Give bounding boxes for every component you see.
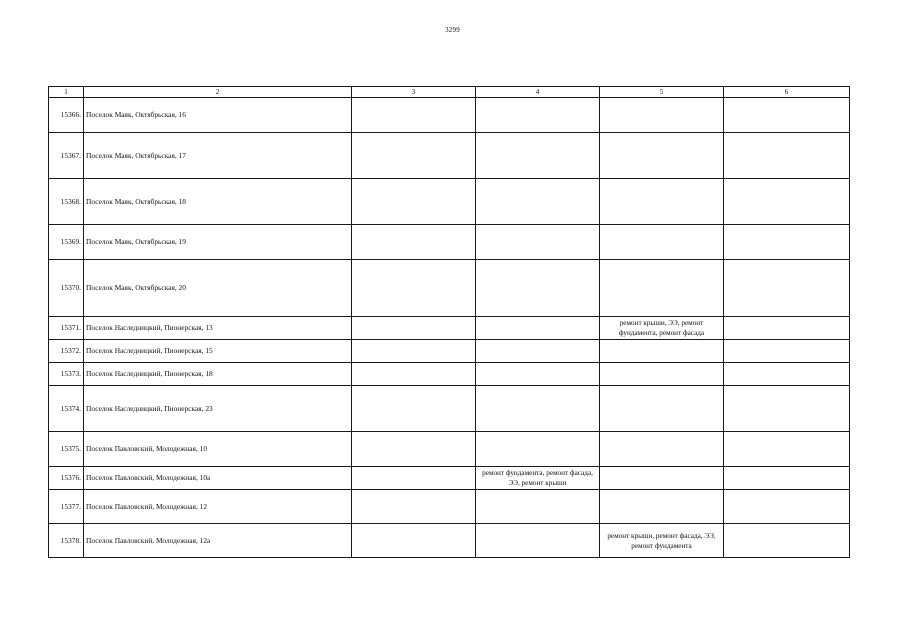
column-header-3: 3: [352, 87, 476, 98]
cell-col3: [352, 524, 476, 558]
row-number: 15378.: [49, 524, 84, 558]
row-address: Поселок Маяк, Октябрьская, 19: [84, 225, 352, 260]
table-row: [49, 432, 850, 467]
cell-col5: [600, 432, 724, 467]
cell-col4: [476, 179, 600, 225]
row-address: Поселок Наследницкий, Пионерская, 23: [84, 386, 352, 432]
table-row: [49, 260, 850, 317]
table-row: [49, 225, 850, 260]
column-header-1: 1: [49, 87, 84, 98]
cell-col4: [476, 260, 600, 317]
cell-col3: [352, 225, 476, 260]
cell-col6: [724, 363, 850, 386]
table-row: [49, 363, 850, 386]
row-address: Поселок Наследницкий, Пионерская, 18: [84, 363, 352, 386]
row-address: Поселок Маяк, Октябрьская, 16: [84, 98, 352, 133]
row-number: 15369.: [49, 225, 84, 260]
cell-col6: [724, 386, 850, 432]
cell-col4: [476, 340, 600, 363]
row-address: Поселок Маяк, Октябрьская, 17: [84, 133, 352, 179]
cell-col4: [476, 524, 600, 558]
row-number: 15376.: [49, 467, 84, 490]
cell-col4: [476, 432, 600, 467]
table-row: [49, 467, 850, 490]
table-row: [49, 98, 850, 133]
cell-col4: [476, 490, 600, 524]
cell-col6: [724, 179, 850, 225]
cell-col5: [600, 490, 724, 524]
row-number: 15370.: [49, 260, 84, 317]
cell-col3: [352, 467, 476, 490]
row-address: Поселок Наследницкий, Пионерская, 13: [84, 317, 352, 340]
cell-col6: [724, 524, 850, 558]
table-row: [49, 386, 850, 432]
cell-col4: [476, 98, 600, 133]
cell-col5: [600, 179, 724, 225]
cell-col5: [600, 260, 724, 317]
row-address: Поселок Маяк, Октябрьская, 18: [84, 179, 352, 225]
row-number: 15373.: [49, 363, 84, 386]
cell-col4: [476, 363, 600, 386]
row-address: Поселок Павловский, Молодежная, 10а: [84, 467, 352, 490]
cell-col6: [724, 490, 850, 524]
row-address: Поселок Маяк, Октябрьская, 20: [84, 260, 352, 317]
cell-col5: [600, 340, 724, 363]
cell-col5: [600, 133, 724, 179]
column-header-4: 4: [476, 87, 600, 98]
row-number: 15367.: [49, 133, 84, 179]
cell-col6: [724, 317, 850, 340]
table-row: [49, 340, 850, 363]
row-number: 15377.: [49, 490, 84, 524]
table-row: [49, 490, 850, 524]
cell-col5: ремонт крыши, ремонт фасада, ЭЭ, ремонт фундамента: [600, 524, 724, 558]
cell-col6: [724, 98, 850, 133]
cell-col6: [724, 432, 850, 467]
cell-col3: [352, 363, 476, 386]
cell-col5: ремонт крыши, ЭЭ, ремонт фундамента, ремонт фасада: [600, 317, 724, 340]
cell-col3: [352, 432, 476, 467]
page-number: 3299: [445, 26, 460, 34]
cell-col6: [724, 340, 850, 363]
cell-col6: [724, 467, 850, 490]
cell-col5: [600, 363, 724, 386]
registry-table: [48, 86, 850, 558]
table-row: [49, 524, 850, 558]
cell-col3: [352, 317, 476, 340]
cell-col5: [600, 467, 724, 490]
cell-col5: [600, 98, 724, 133]
row-address: Поселок Павловский, Молодежная, 12: [84, 490, 352, 524]
row-address: Поселок Павловский, Молодежная, 10: [84, 432, 352, 467]
row-number: 15366.: [49, 98, 84, 133]
table-row: [49, 317, 850, 340]
cell-col4: [476, 317, 600, 340]
cell-col5: [600, 386, 724, 432]
column-header-2: 2: [84, 87, 352, 98]
cell-col3: [352, 490, 476, 524]
cell-col6: [724, 225, 850, 260]
cell-col3: [352, 340, 476, 363]
cell-col4: [476, 386, 600, 432]
cell-col3: [352, 386, 476, 432]
column-header-5: 5: [600, 87, 724, 98]
cell-col3: [352, 98, 476, 133]
cell-col6: [724, 260, 850, 317]
row-number: 15368.: [49, 179, 84, 225]
row-number: 15374.: [49, 386, 84, 432]
cell-col6: [724, 133, 850, 179]
cell-col3: [352, 133, 476, 179]
cell-col5: [600, 225, 724, 260]
cell-col4: [476, 225, 600, 260]
table-row: [49, 179, 850, 225]
row-number: 15371.: [49, 317, 84, 340]
column-header-6: 6: [724, 87, 850, 98]
header-row: [49, 87, 850, 98]
row-number: 15375.: [49, 432, 84, 467]
table-row: [49, 133, 850, 179]
cell-col4: [476, 133, 600, 179]
cell-col3: [352, 260, 476, 317]
row-address: Поселок Павловский, Молодежная, 12а: [84, 524, 352, 558]
row-number: 15372.: [49, 340, 84, 363]
cell-col4: ремонт фундамента, ремонт фасада, ЭЭ, ремонт крыши: [476, 467, 600, 490]
row-address: Поселок Наследницкий, Пионерская, 15: [84, 340, 352, 363]
cell-col3: [352, 179, 476, 225]
